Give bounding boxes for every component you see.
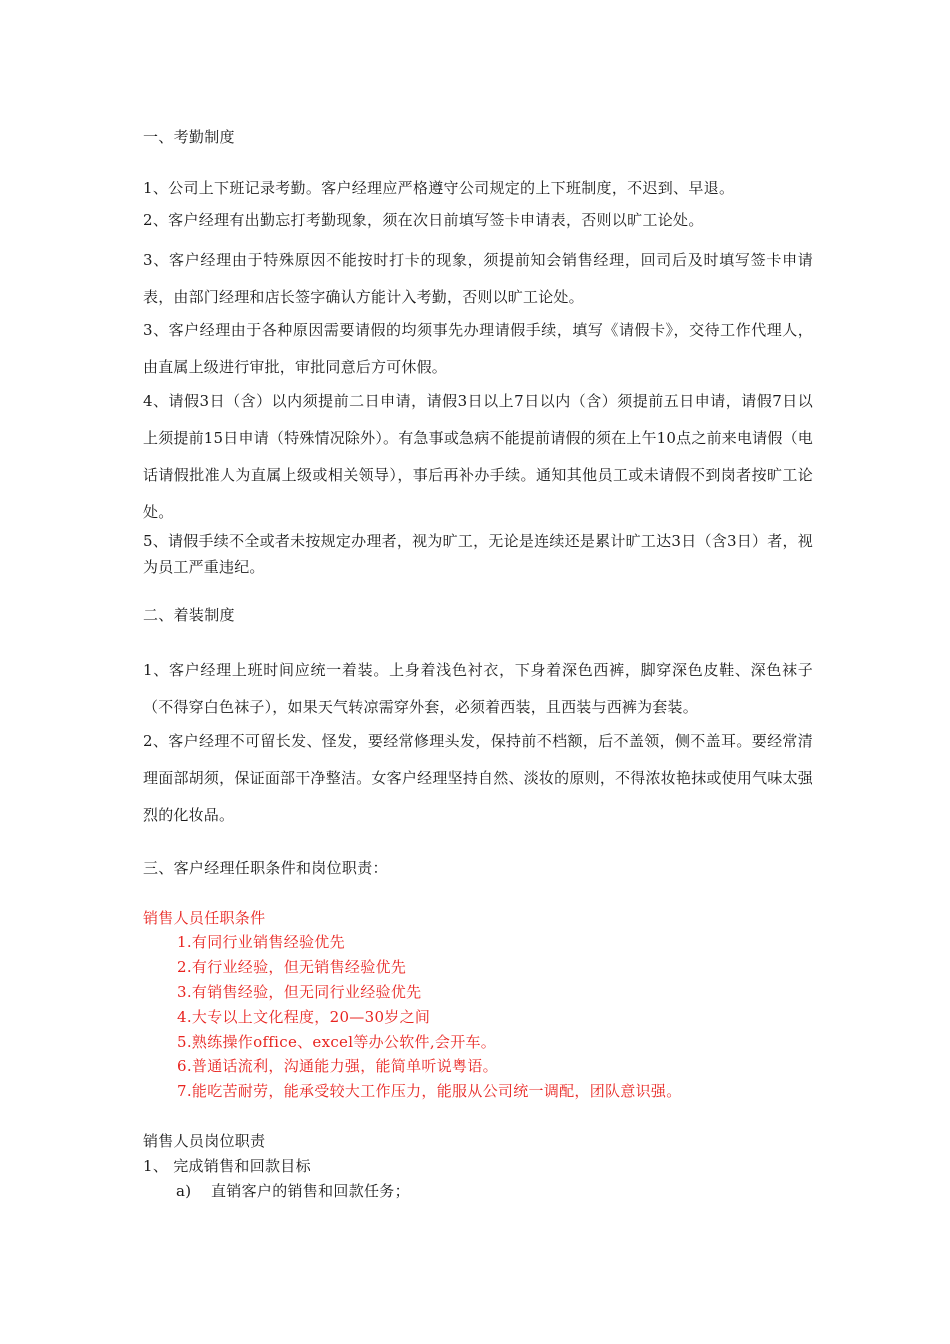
condition-item-5: 5.熟练操作office、excel等办公软件,会开车。: [177, 1033, 497, 1051]
condition-item-1: 1.有同行业销售经验优先: [177, 933, 345, 951]
condition-item-6: 6.普通话流利，沟通能力强，能简单听说粤语。: [177, 1057, 498, 1075]
duty-subitem-a: 直销客户的销售和回款任务；: [211, 1182, 410, 1200]
condition-item-2: 2.有行业经验，但无销售经验优先: [177, 958, 407, 976]
section3-title: 三、客户经理任职条件和岗位职责：: [143, 859, 388, 877]
section1-paragraph-5: 4、请假3日（含）以内须提前二日申请，请假3日以上7日以内（含）须提前五日申请，请假7日以上须提前15日申请（特殊情况除外）。有急事或急病不能提前请假的须在上午10点之前来电请假（电话请假批准人为直属上级或相关领导），事后再补办手续。通知其他员工或未请假不到岗者按旷工论处。: [143, 392, 813, 521]
section1-paragraph-4: 3、客户经理由于各种原因需要请假的均须事先办理请假手续，填写《请假卡》，交待工作代理人，由直属上级进行审批，审批同意后方可休假。: [143, 321, 813, 376]
duty-item-1: 1、 完成销售和回款目标: [143, 1157, 311, 1175]
section2-title: 二、着装制度: [143, 606, 235, 624]
condition-item-3: 3.有销售经验，但无同行业经验优先: [177, 983, 422, 1001]
condition-item-4: 4.大专以上文化程度，20—30岁之间: [177, 1008, 431, 1026]
duty-subitem-marker: a): [176, 1182, 192, 1200]
section1-paragraph-6: 5、请假手续不全或者未按规定办理者，视为旷工，无论是连续还是累计旷工达3日（含3日）者，视为员工严重违纪。: [143, 532, 813, 576]
section1-paragraph-3: 3、客户经理由于特殊原因不能按时打卡的现象，须提前知会销售经理，回司后及时填写签卡申请表，由部门经理和店长签字确认方能计入考勤，否则以旷工论处。: [143, 251, 813, 306]
section2-paragraph-2: 2、客户经理不可留长发、怪发，要经常修理头发，保持前不档额，后不盖领，侧不盖耳。要经常清理面部胡须，保证面部干净整洁。女客户经理坚持自然、淡妆的原则，不得浓妆艳抹或使用气味太强烈的化妆品。: [143, 732, 813, 824]
section2-paragraph-1: 1、客户经理上班时间应统一着装。上身着浅色衬衣，下身着深色西裤，脚穿深色皮鞋、深色袜子（不得穿白色袜子），如果天气转凉需穿外套，必须着西装，且西装与西裤为套装。: [143, 661, 813, 716]
section1-paragraph-2: 2、客户经理有出勤忘打考勤现象，须在次日前填写签卡申请表，否则以旷工论处。: [143, 211, 704, 229]
condition-item-7: 7.能吃苦耐劳，能承受较大工作压力，能服从公司统一调配，团队意识强。: [177, 1082, 682, 1100]
conditions-title: 销售人员任职条件: [143, 909, 266, 927]
section1-paragraph-1: 1、公司上下班记录考勤。客户经理应严格遵守公司规定的上下班制度，不迟到、早退。: [143, 179, 735, 197]
section1-title: 一、考勤制度: [143, 128, 235, 146]
duties-title: 销售人员岗位职责: [143, 1132, 266, 1150]
